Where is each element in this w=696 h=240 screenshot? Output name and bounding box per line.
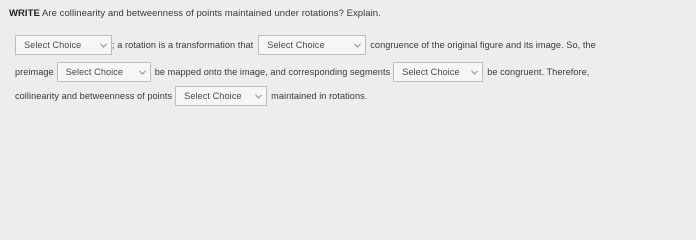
dropdown-value: Select Choice xyxy=(184,91,242,101)
chevron-down-icon xyxy=(254,92,263,101)
answer-text: ; a rotation is a transformation that xyxy=(112,40,254,50)
answer-text: preimage xyxy=(15,67,54,77)
question-prompt xyxy=(9,8,381,19)
answer-dropdown-1[interactable] xyxy=(15,35,112,55)
answer-line-2 xyxy=(15,61,589,83)
chevron-down-icon xyxy=(99,41,108,50)
question-keyword: WRITE xyxy=(9,8,40,19)
chevron-down-icon xyxy=(470,68,479,77)
chevron-down-icon xyxy=(353,41,362,50)
answer-text: maintained in rotations. xyxy=(271,91,368,101)
dropdown-value: Select Choice xyxy=(267,40,325,50)
answer-dropdown-2[interactable] xyxy=(258,35,366,55)
dropdown-value: Select Choice xyxy=(24,40,82,50)
answer-text: congruence of the original figure and its image. So, the xyxy=(370,40,596,50)
dropdown-value: Select Choice xyxy=(402,67,460,77)
answer-text: be congruent. Therefore, xyxy=(487,67,590,77)
question-text: Are collinearity and betweenness of points maintained under rotations? Explain. xyxy=(42,8,381,19)
answer-dropdown-4[interactable] xyxy=(393,62,483,82)
answer-dropdown-5[interactable] xyxy=(175,86,267,106)
dropdown-value: Select Choice xyxy=(65,67,124,77)
answer-text: be mapped onto the image, and corresponding segments xyxy=(154,67,391,77)
answer-line-1 xyxy=(15,34,596,56)
answer-dropdown-3[interactable] xyxy=(57,62,151,82)
answer-text: collinearity and betweenness of points xyxy=(15,91,173,101)
answer-line-3 xyxy=(15,85,367,107)
chevron-down-icon xyxy=(138,68,147,77)
